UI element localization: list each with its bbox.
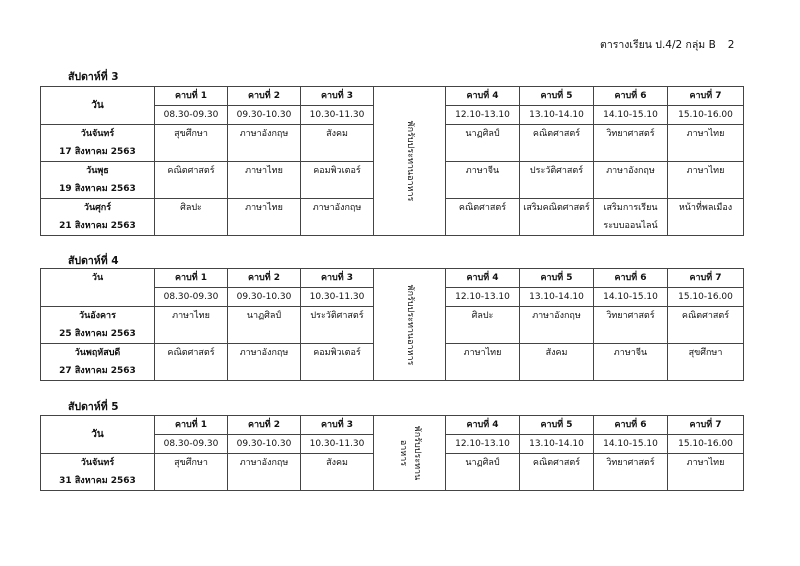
subject-cell: วิทยาศาสตร์ — [594, 454, 668, 491]
subject-cell: เสริมคณิตศาสตร์ — [520, 199, 594, 236]
time-6: 14.10-15.10 — [594, 106, 668, 125]
period-5-header: คาบที่ 5 — [520, 416, 594, 435]
subject-cell: ภาษาไทย — [668, 125, 744, 162]
document-header — [600, 36, 734, 53]
subject-cell: ภาษาอังกฤษ — [228, 454, 301, 491]
time-5: 13.10-14.10 — [520, 106, 594, 125]
day-cell — [41, 125, 155, 162]
subject-cell: ภาษาไทย — [228, 199, 301, 236]
day-cell — [41, 162, 155, 199]
period-2-header: คาบที่ 2 — [228, 416, 301, 435]
period-6-header: คาบที่ 6 — [594, 269, 668, 288]
period-1-header: คาบที่ 1 — [155, 87, 228, 106]
time-4: 12.10-13.10 — [446, 435, 520, 454]
time-5: 13.10-14.10 — [520, 435, 594, 454]
subject-cell: ประวัติศาสตร์ — [301, 307, 374, 344]
day-name: วันพฤหัสบดี — [74, 348, 121, 358]
week-4-title: สัปดาห์ที่ 4 — [68, 255, 119, 267]
subject-cell: ประวัติศาสตร์ — [520, 162, 594, 199]
day-header: วัน — [41, 87, 155, 125]
time-3: 10.30-11.30 — [301, 288, 374, 307]
subject-cell: คณิตศาสตร์ — [155, 162, 228, 199]
time-6: 14.10-15.10 — [594, 288, 668, 307]
time-7: 15.10-16.00 — [668, 288, 744, 307]
page-number: 2 — [727, 39, 735, 51]
subject-cell: ภาษาอังกฤษ — [520, 307, 594, 344]
time-7: 15.10-16.00 — [668, 435, 744, 454]
period-4-header: คาบที่ 4 — [446, 269, 520, 288]
subject-cell: นาฏศิลป์ — [446, 125, 520, 162]
period-2-header: คาบที่ 2 — [228, 269, 301, 288]
day-date: 27 สิงหาคม 2563 — [59, 366, 136, 376]
period-1-header: คาบที่ 1 — [155, 269, 228, 288]
period-1-header: คาบที่ 1 — [155, 416, 228, 435]
subject-cell: ภาษาไทย — [668, 454, 744, 491]
time-1: 08.30-09.30 — [155, 435, 228, 454]
time-3: 10.30-11.30 — [301, 435, 374, 454]
subject-cell: ภาษาอังกฤษ — [228, 344, 301, 381]
time-2: 09.30-10.30 — [228, 288, 301, 307]
subject-cell: สุขศึกษา — [668, 344, 744, 381]
day-name: วันจันทร์ — [80, 458, 115, 468]
week-4-table — [40, 268, 744, 381]
document-title: ตารางเรียน ป.4/2 กลุ่ม B — [600, 39, 716, 51]
subject-cell: คณิตศาสตร์ — [520, 454, 594, 491]
day-cell — [41, 344, 155, 381]
day-cell — [41, 454, 155, 491]
lunch-break-label: พักรับประทานอาหาร — [404, 120, 415, 202]
subject-cell: สังคม — [301, 125, 374, 162]
day-name: วันอังคาร — [79, 311, 116, 321]
day-name: วันพุธ — [86, 166, 109, 176]
lunch-break-cell — [374, 269, 446, 381]
subject-cell: คอมพิวเตอร์ — [301, 162, 374, 199]
lunch-break-line-2: อาหาร — [397, 439, 408, 467]
subject-cell: ศิลปะ — [155, 199, 228, 236]
subject-cell: คณิตศาสตร์ — [155, 344, 228, 381]
subject-cell: นาฏศิลป์ — [446, 454, 520, 491]
subject-cell: ภาษาอังกฤษ — [301, 199, 374, 236]
period-3-header: คาบที่ 3 — [301, 87, 374, 106]
day-header: วัน — [41, 269, 155, 307]
lunch-break-label: พักรับประทานอาหาร — [404, 284, 415, 365]
subject-cell: ภาษาไทย — [228, 162, 301, 199]
day-name: วันจันทร์ — [80, 129, 115, 139]
period-3-header: คาบที่ 3 — [301, 416, 374, 435]
subject-cell: ภาษาจีน — [446, 162, 520, 199]
day-cell — [41, 307, 155, 344]
time-6: 14.10-15.10 — [594, 435, 668, 454]
subject-cell: วิทยาศาสตร์ — [594, 125, 668, 162]
period-6-header: คาบที่ 6 — [594, 416, 668, 435]
lunch-break-line-1: พักรับประทาน — [411, 425, 422, 481]
week-5-table — [40, 415, 744, 491]
period-2-header: คาบที่ 2 — [228, 87, 301, 106]
time-1: 08.30-09.30 — [155, 288, 228, 307]
subject-line: เสริมการเรียน — [603, 203, 658, 213]
subject-cell: ภาษาไทย — [668, 162, 744, 199]
week-5-title: สัปดาห์ที่ 5 — [68, 401, 119, 413]
subject-cell: ภาษาไทย — [155, 307, 228, 344]
week-3-title: สัปดาห์ที่ 3 — [68, 71, 119, 83]
time-5: 13.10-14.10 — [520, 288, 594, 307]
period-5-header: คาบที่ 5 — [520, 87, 594, 106]
subject-cell: คณิตศาสตร์ — [668, 307, 744, 344]
time-1: 08.30-09.30 — [155, 106, 228, 125]
period-7-header: คาบที่ 7 — [668, 416, 744, 435]
subject-cell: สังคม — [301, 454, 374, 491]
subject-cell: สุขศึกษา — [155, 454, 228, 491]
day-date: 21 สิงหาคม 2563 — [59, 221, 136, 231]
subject-cell: สังคม — [520, 344, 594, 381]
day-header: วัน — [41, 416, 155, 454]
subject-cell: ภาษาจีน — [594, 344, 668, 381]
subject-cell: คอมพิวเตอร์ — [301, 344, 374, 381]
period-4-header: คาบที่ 4 — [446, 87, 520, 106]
subject-cell: ภาษาไทย — [446, 344, 520, 381]
time-3: 10.30-11.30 — [301, 106, 374, 125]
week-3-table — [40, 86, 744, 236]
subject-cell: หน้าที่พลเมือง — [668, 199, 744, 236]
subject-cell: ภาษาอังกฤษ — [228, 125, 301, 162]
subject-cell — [594, 199, 668, 236]
day-cell — [41, 199, 155, 236]
day-name: วันศุกร์ — [83, 203, 112, 213]
period-7-header: คาบที่ 7 — [668, 87, 744, 106]
period-5-header: คาบที่ 5 — [520, 269, 594, 288]
time-4: 12.10-13.10 — [446, 288, 520, 307]
subject-cell: ภาษาอังกฤษ — [594, 162, 668, 199]
day-date: 17 สิงหาคม 2563 — [59, 147, 136, 157]
subject-line: ระบบออนไลน์ — [603, 221, 658, 231]
lunch-break-cell — [374, 416, 446, 491]
lunch-break-label — [396, 426, 424, 480]
subject-cell: ศิลปะ — [446, 307, 520, 344]
time-7: 15.10-16.00 — [668, 106, 744, 125]
period-3-header: คาบที่ 3 — [301, 269, 374, 288]
subject-cell: วิทยาศาสตร์ — [594, 307, 668, 344]
subject-cell: สุขศึกษา — [155, 125, 228, 162]
period-4-header: คาบที่ 4 — [446, 416, 520, 435]
period-7-header: คาบที่ 7 — [668, 269, 744, 288]
time-2: 09.30-10.30 — [228, 435, 301, 454]
subject-cell: คณิตศาสตร์ — [446, 199, 520, 236]
day-date: 19 สิงหาคม 2563 — [59, 184, 136, 194]
period-6-header: คาบที่ 6 — [594, 87, 668, 106]
day-date: 31 สิงหาคม 2563 — [59, 476, 136, 486]
lunch-break-cell — [374, 87, 446, 236]
time-4: 12.10-13.10 — [446, 106, 520, 125]
subject-cell: คณิตศาสตร์ — [520, 125, 594, 162]
time-2: 09.30-10.30 — [228, 106, 301, 125]
day-date: 25 สิงหาคม 2563 — [59, 329, 136, 339]
subject-cell: นาฏศิลป์ — [228, 307, 301, 344]
